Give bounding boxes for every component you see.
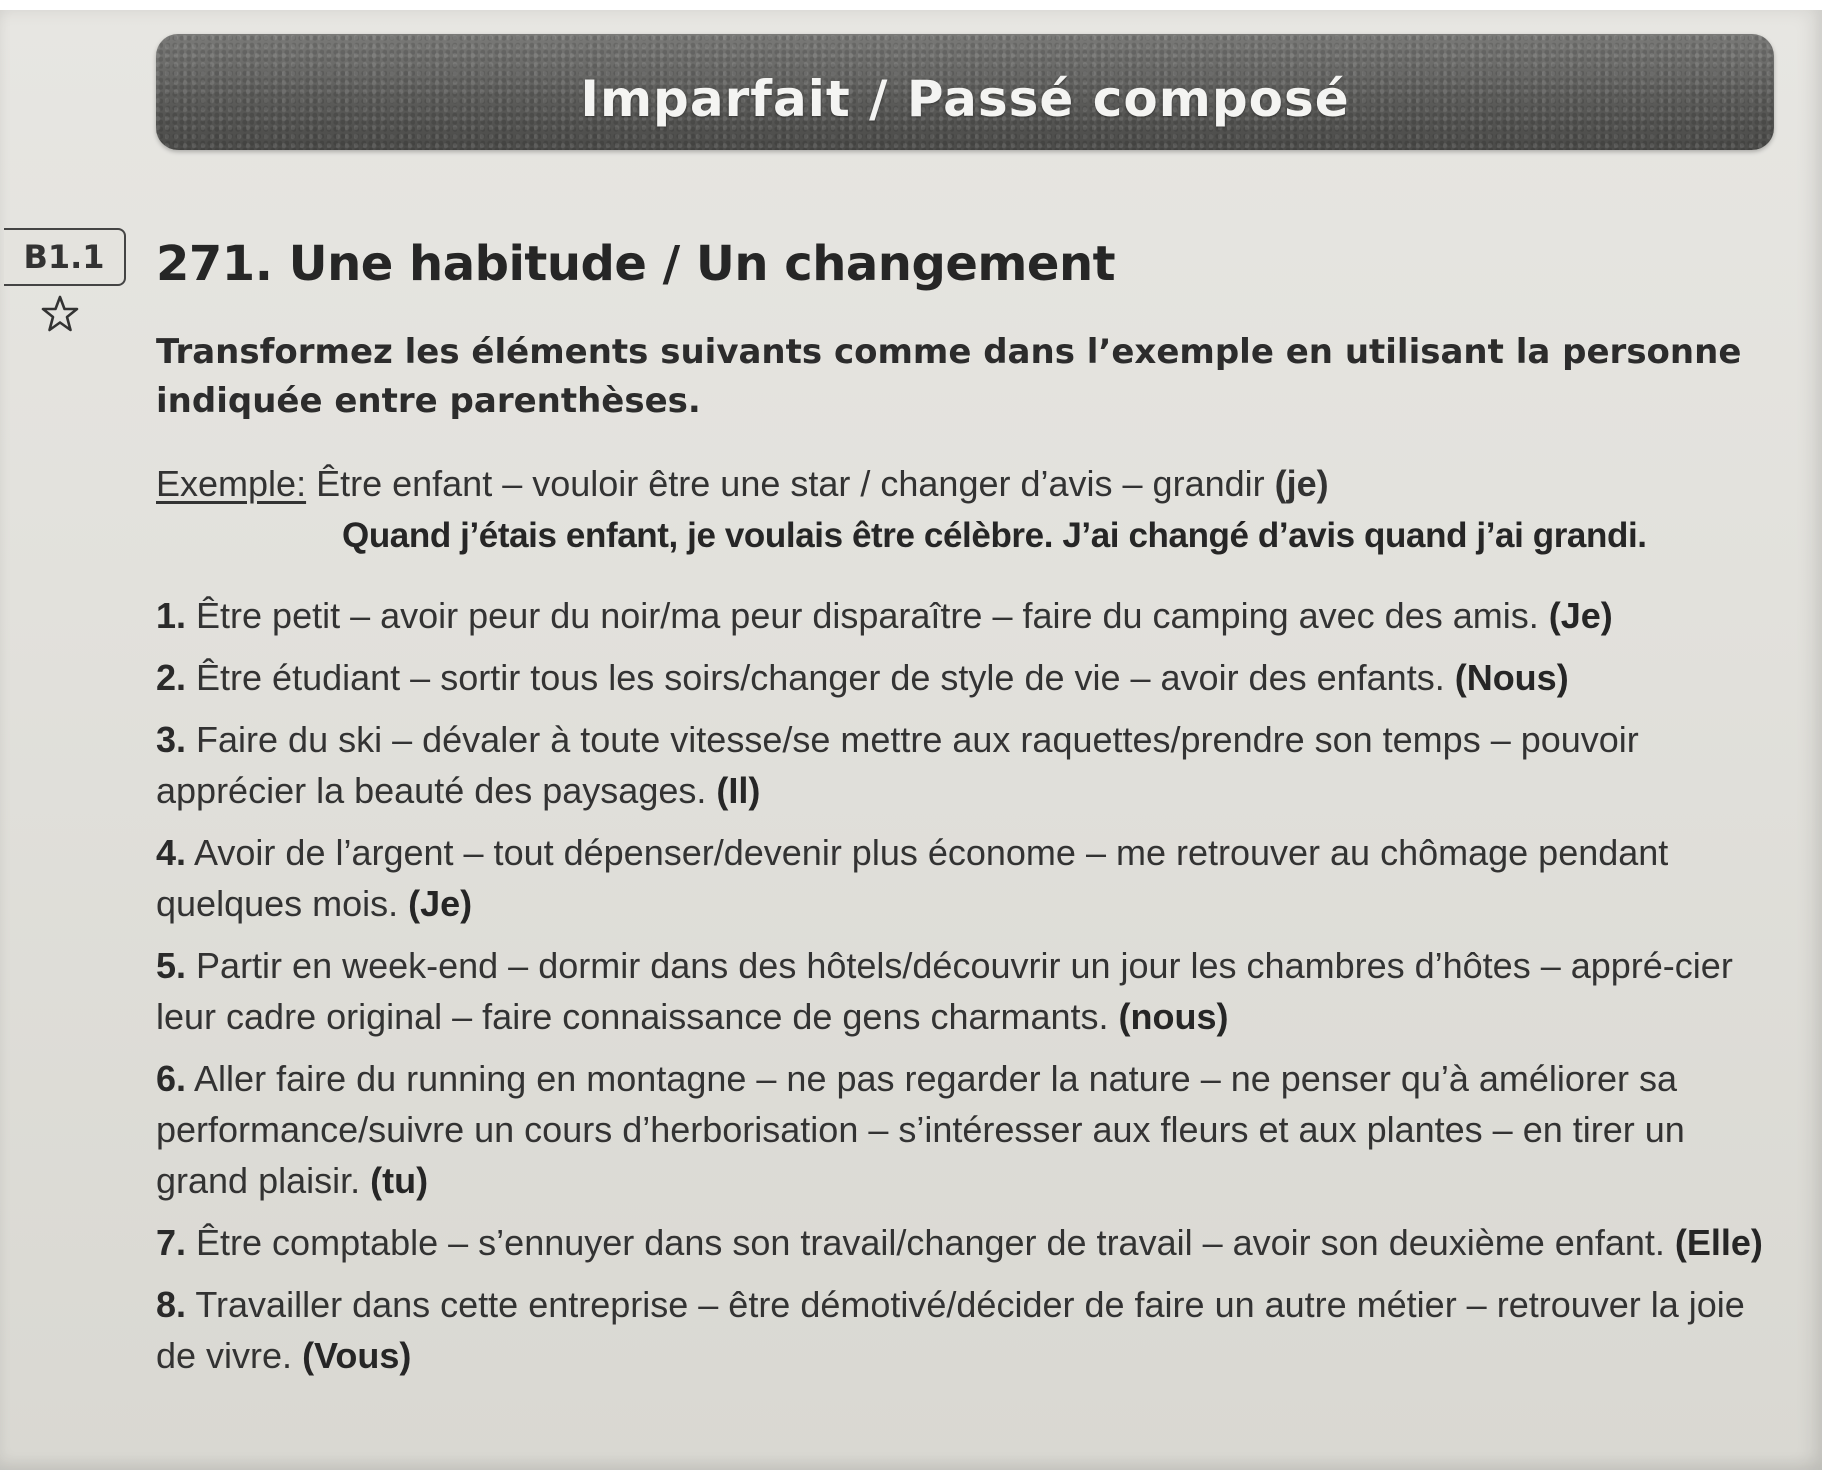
item-text: Travailler dans cette entreprise – être démotivé/décider de faire un autre métier – retrouver la joie de vivre. bbox=[156, 1284, 1745, 1376]
example-person: (je) bbox=[1274, 463, 1329, 504]
exercise-title: 271. Une habitude / Un changement bbox=[156, 236, 1116, 292]
item-text: Partir en week-end – dormir dans des hôtels/découvrir un jour les chambres d’hôtes – appré-cier leur cadre original – faire connaissance de gens charmants. bbox=[156, 945, 1733, 1037]
item-person: (Je) bbox=[408, 883, 473, 924]
list-item bbox=[156, 827, 1770, 929]
list-item bbox=[156, 652, 1770, 703]
list-item bbox=[156, 1217, 1770, 1268]
level-badge: B1.1 bbox=[4, 228, 126, 286]
item-person: (Elle) bbox=[1674, 1222, 1763, 1263]
item-number: 4. bbox=[156, 832, 187, 873]
chapter-title: Imparfait / Passé composé bbox=[580, 70, 1350, 128]
example-prompt: Être enfant – vouloir être une star / changer d’avis – grandir bbox=[306, 463, 1275, 504]
item-person: (tu) bbox=[370, 1160, 429, 1201]
item-text: Avoir de l’argent – tout dépenser/devenir plus économe – me retrouver au chômage pendant quelques mois. bbox=[156, 832, 1669, 924]
item-number: 6. bbox=[156, 1058, 187, 1099]
item-text: Être étudiant – sortir tous les soirs/changer de style de vie – avoir des enfants. bbox=[186, 657, 1455, 698]
example-block bbox=[156, 458, 1786, 562]
item-number: 1. bbox=[156, 595, 187, 636]
star-icon bbox=[40, 294, 80, 334]
item-text: Aller faire du running en montagne – ne pas regarder la nature – ne penser qu’à améliorer sa performance/suivre un cours d’herborisation – s’intéresser aux fleurs et aux plantes – en tirer un grand plaisir. bbox=[156, 1058, 1685, 1201]
example-label: Exemple: bbox=[156, 463, 307, 504]
chapter-banner bbox=[156, 34, 1774, 150]
exercise-items bbox=[156, 590, 1770, 1392]
item-person: (Il) bbox=[716, 770, 761, 811]
item-person: (Vous) bbox=[302, 1335, 412, 1376]
item-number: 7. bbox=[156, 1222, 187, 1263]
item-text: Être comptable – s’ennuyer dans son travail/changer de travail – avoir son deuxième enfant. bbox=[186, 1222, 1675, 1263]
list-item bbox=[156, 590, 1770, 641]
exercise-instructions: Transformez les éléments suivants comme dans l’exemple en utilisant la personne indiquée entre parenthèses. bbox=[156, 332, 1742, 421]
list-item bbox=[156, 1053, 1770, 1206]
list-item bbox=[156, 714, 1770, 816]
item-number: 3. bbox=[156, 719, 187, 760]
textbook-page bbox=[0, 10, 1822, 1470]
item-number: 2. bbox=[156, 657, 187, 698]
example-answer: Quand j’étais enfant, je voulais être célèbre. J’ai changé d’avis quand j’ai grandi. bbox=[342, 516, 1647, 555]
item-person: (Je) bbox=[1548, 595, 1613, 636]
item-person: (nous) bbox=[1118, 996, 1229, 1037]
item-text: Être petit – avoir peur du noir/ma peur disparaître – faire du camping avec des amis. bbox=[186, 595, 1549, 636]
list-item bbox=[156, 940, 1770, 1042]
item-number: 8. bbox=[156, 1284, 187, 1325]
item-text: Faire du ski – dévaler à toute vitesse/se mettre aux raquettes/prendre son temps – pouvoir apprécier la beauté des paysages. bbox=[156, 719, 1639, 811]
list-item bbox=[156, 1279, 1770, 1381]
item-person: (Nous) bbox=[1454, 657, 1569, 698]
item-number: 5. bbox=[156, 945, 187, 986]
